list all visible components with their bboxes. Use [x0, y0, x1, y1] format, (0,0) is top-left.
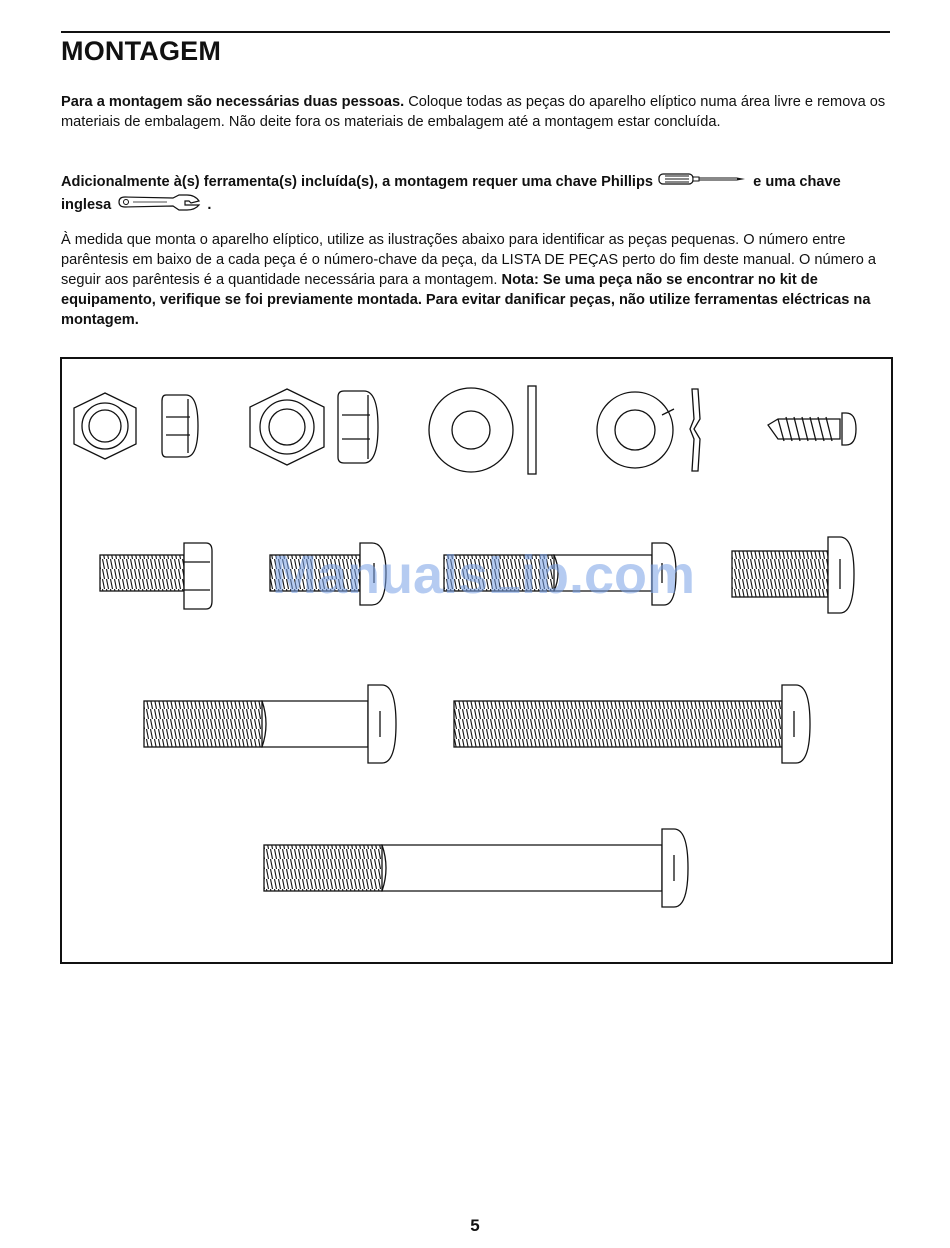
tools-text-end: . [207, 196, 212, 213]
tools-paragraph [61, 171, 886, 217]
split-lock-washer-icon [597, 389, 700, 471]
nylon-lock-nut-small-icon [74, 393, 198, 459]
button-head-bolt-thick-icon [732, 537, 854, 613]
instructions-paragraph [61, 230, 886, 330]
button-head-bolt-long-shank-icon [144, 685, 396, 763]
tools-text-middle: e uma chave inglesa [61, 173, 841, 213]
page-number: 5 [470, 1216, 480, 1235]
adjustable-wrench-icon [115, 193, 203, 217]
instructions-text: À medida que monta o aparelho elíptico, utilize as ilustrações abaixo para identificar as peças pequenas. O número entre parêntesis em baixo de a cada peça é o número-chave da peça, da LISTA DE PEÇAS perto do fim deste manual. O número a seguir aos parêntesis é a quantidade necessária para a montagem. [61, 232, 877, 288]
intro-paragraph [61, 92, 886, 132]
intro-bold: Para a montagem são necessárias duas pessoas. [61, 94, 405, 110]
instructions-note: Nota: Se uma peça não se encontrar no kit de equipamento, verifique se foi previamente montada. Para evitar danificar peças, não utilize ferramentas eléctricas na montagem. [61, 272, 871, 328]
button-head-bolt-extra-long-icon [264, 829, 688, 907]
screwdriver-icon [657, 171, 749, 193]
parts-identification-box [60, 357, 893, 964]
watermark: ManualsLib.com [272, 545, 696, 605]
flat-washer-icon [429, 386, 536, 474]
intro-text: Coloque todas as peças do aparelho elíptico numa área livre e remova os materiais de embalagem. Não deite fora os materiais de embalagem até a montagem estar concluída. [61, 94, 886, 130]
tapping-screw-icon [768, 413, 856, 445]
button-head-bolt-fully-threaded-icon [454, 685, 810, 763]
nylon-lock-nut-large-icon [250, 389, 378, 465]
hex-bolt-short-icon [100, 543, 212, 609]
parts-illustration [62, 359, 891, 962]
page-title: MONTAGEM [61, 36, 222, 66]
tools-text-before: Adicionalmente à(s) ferramenta(s) incluída(s), a montagem requer uma chave Phillips [61, 173, 654, 190]
header-rule [61, 31, 890, 33]
